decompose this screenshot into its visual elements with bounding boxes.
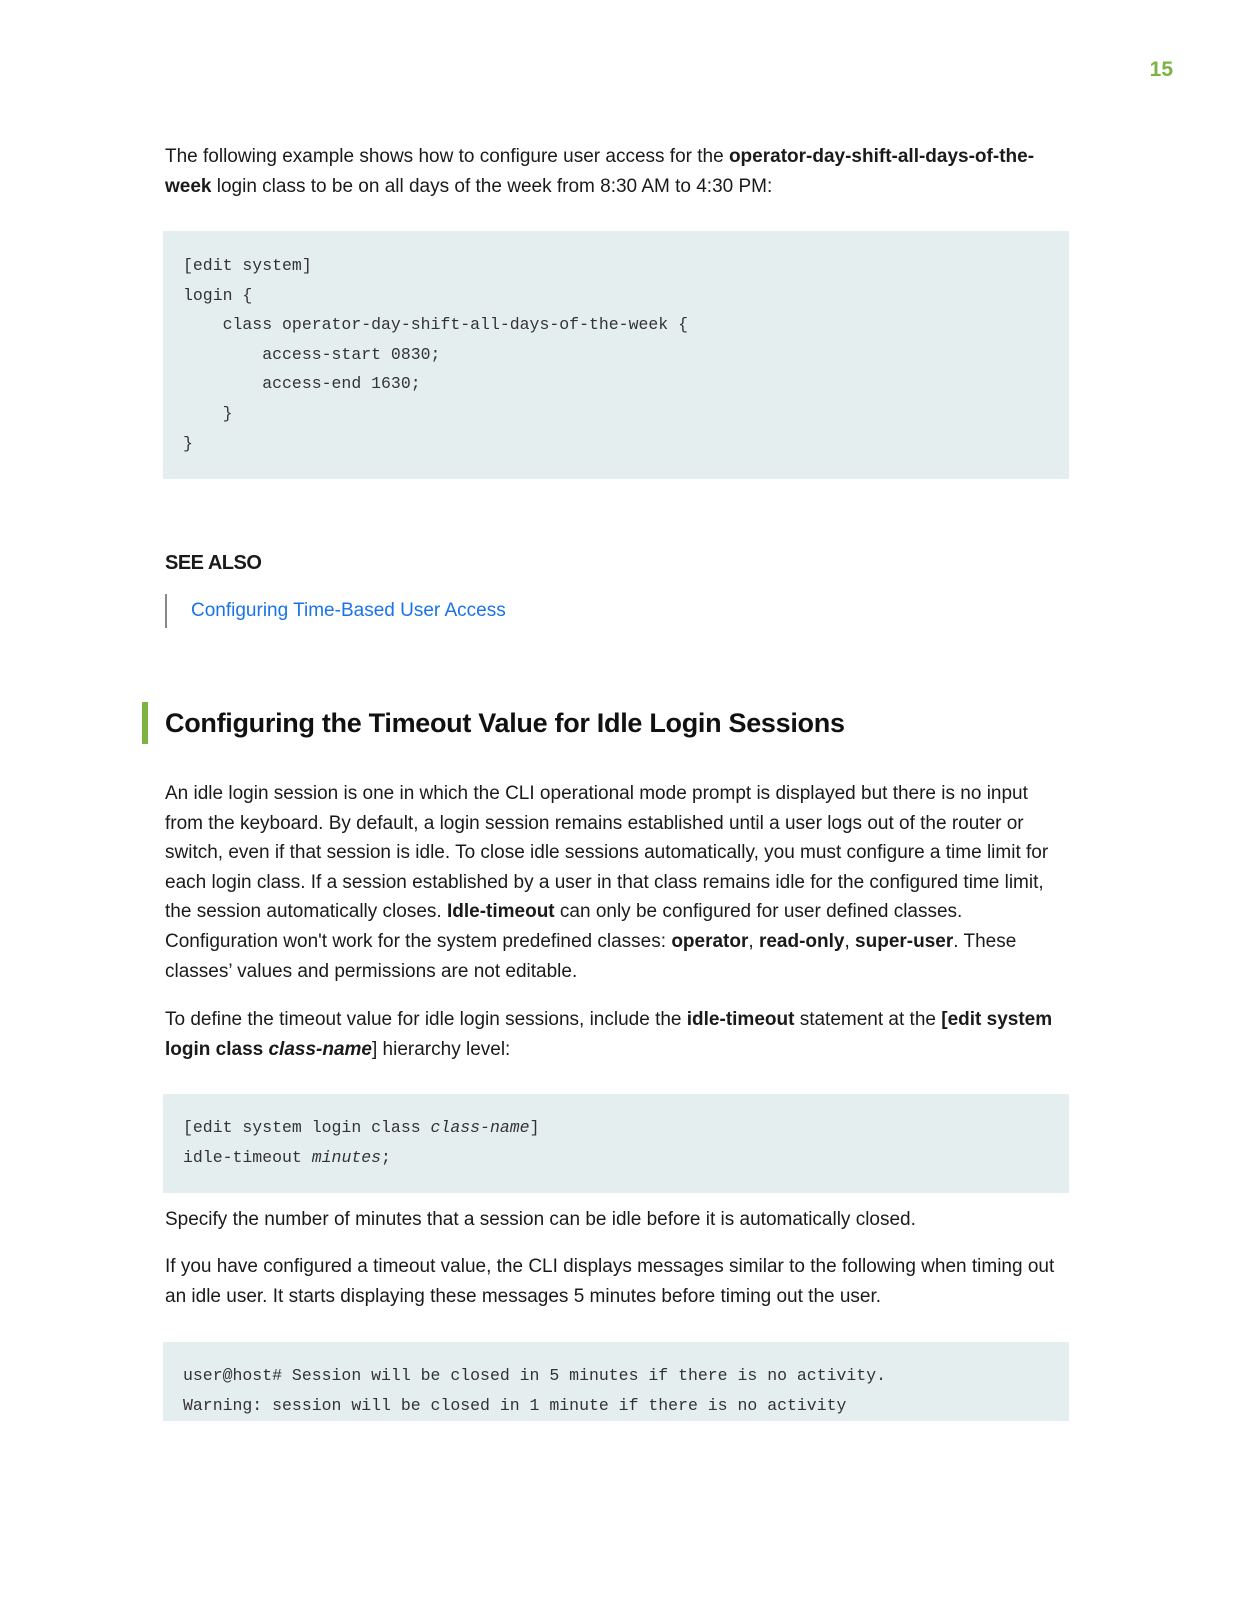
see-also-list: [165, 594, 506, 628]
code-text: ]: [529, 1118, 540, 1137]
see-also-heading: SEE ALSO: [165, 552, 262, 574]
code-line: access-start 0830;: [183, 344, 441, 364]
code-block-idle-timeout: [163, 1094, 1069, 1193]
para-text: . These classes’ values and permissions are not editable.: [165, 930, 1017, 982]
code-variable: minutes: [311, 1147, 382, 1167]
para-text: ,: [844, 930, 856, 952]
idle-timeout-term: Idle-timeout: [446, 901, 555, 923]
code-line: class operator-day-shift-all-days-of-the-week {: [183, 315, 688, 335]
code-text: idle-timeout: [183, 1147, 312, 1167]
specify-minutes-paragraph: Specify the number of minutes that a session can be idle before it is automatically closed.: [165, 1209, 916, 1230]
code-line: [183, 1143, 1049, 1173]
code-block-session-messages: [163, 1342, 1069, 1421]
define-timeout-paragraph: [165, 1005, 1065, 1064]
code-line: user@host# Session will be closed in 5 minutes if there is no activity.: [183, 1366, 887, 1385]
para-text: can only be configured for user defined classes. Configuration won't work for the system predefined classes:: [165, 901, 963, 952]
login-class-name: operator-day-shift-all-days-of-the-week: [165, 146, 1035, 197]
code-block-access-time: [163, 231, 1069, 479]
code-line: [edit system]: [183, 256, 312, 275]
class-name-variable: class-name: [268, 1038, 372, 1060]
code-variable: class-name: [430, 1118, 530, 1137]
time-based-user-access-link[interactable]: Configuring Time-Based User Access: [191, 600, 506, 621]
code-line: }: [183, 403, 233, 423]
para-text: statement at the: [794, 1009, 942, 1030]
code-line: Warning: session will be closed in 1 minute if there is no activity: [183, 1395, 847, 1415]
code-text: ;: [381, 1147, 391, 1167]
code-text: [edit system login class: [183, 1118, 431, 1137]
para-text: An idle login session is one in which the CLI operational mode prompt is displayed but there is no input from the keyboard. By default, a login session remains established until a user logs out of the router or switch, even if that session is idle. To close idle sessions automatically, you must configure a time limit for each login class. If a session established by a user in that class remains idle for the configured time limit, the session automatically closes.: [165, 783, 1049, 923]
para-text: ] hierarchy level:: [372, 1038, 511, 1060]
super-user-class-term: super-user: [855, 930, 954, 952]
para-text: To define the timeout value for idle login sessions, include the: [165, 1009, 687, 1030]
code-line: login {: [183, 285, 253, 305]
read-only-class-term: read-only: [758, 930, 845, 952]
section-title: Configuring the Timeout Value for Idle Login Sessions: [165, 708, 845, 738]
idle-timeout-statement: idle-timeout: [686, 1009, 795, 1030]
code-line: }: [183, 433, 193, 453]
intro-text: The following example shows how to configure user access for the: [165, 146, 729, 167]
idle-session-paragraph: [165, 779, 1065, 986]
page-number: 15: [1149, 58, 1173, 81]
intro-text-end: login class to be on all days of the week from 8:30 AM to 4:30 PM:: [211, 175, 773, 197]
para-text: ,: [748, 930, 759, 952]
hierarchy-text: [edit system login class: [165, 1009, 1053, 1060]
intro-paragraph: [165, 142, 1065, 201]
code-line: access-end 1630;: [183, 374, 421, 394]
section-accent-bar: [142, 702, 148, 744]
code-line: [183, 1113, 1049, 1143]
timeout-messages-paragraph: If you have configured a timeout value, the CLI displays messages similar to the following when timing out an idle user. It starts displaying these messages 5 minutes before timing out the user.: [165, 1256, 1055, 1307]
operator-class-term: operator: [671, 930, 749, 952]
